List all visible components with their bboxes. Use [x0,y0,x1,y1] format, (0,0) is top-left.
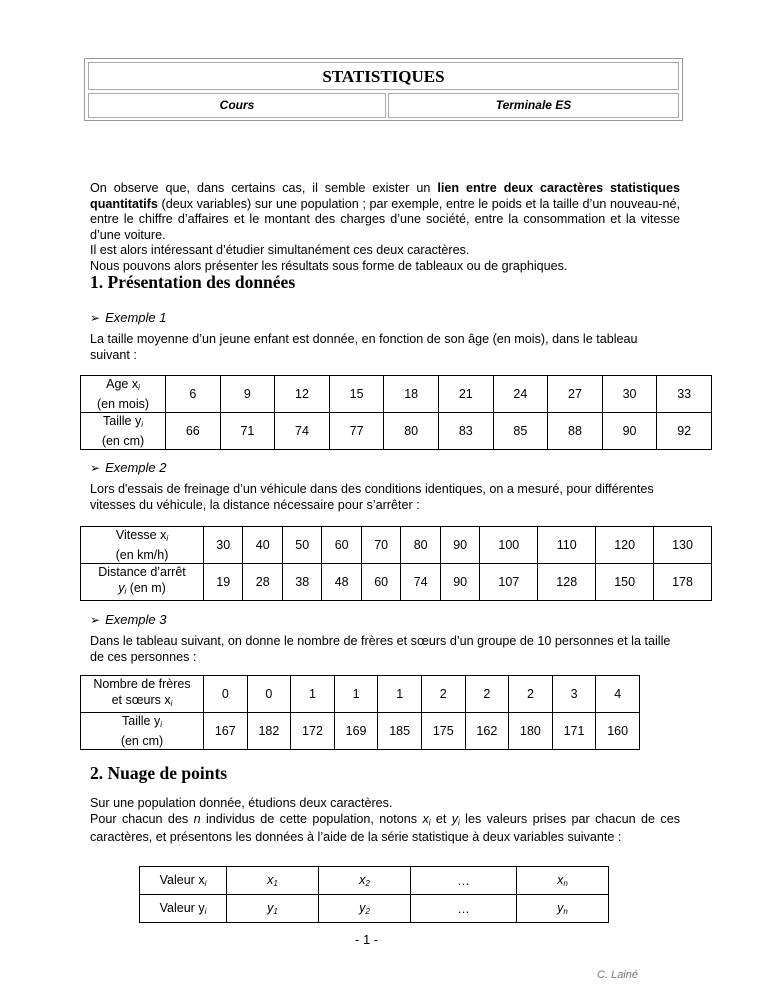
example-1-table [80,375,712,450]
table-cell: … [410,895,516,923]
table-cell: 80 [401,527,440,564]
table-row [81,376,712,413]
table-cell: 172 [291,713,335,750]
arrow-bullet-icon: ➢ [90,461,101,475]
example-2-heading: ➢ Exemple 2 [90,460,167,475]
table-cell: 18 [384,376,439,413]
table-row [81,527,712,564]
table-cell: 2 [465,676,509,713]
example-2-table [80,526,712,601]
table-cell: 185 [378,713,422,750]
table-row [81,676,640,713]
example-2-text: Lors d'essais de freinage d’un véhicule dans des conditions identiques, on a mesuré, pour différentes vitesses du véhicule, la distance nécessaire pour s’arrêter : [90,482,654,512]
table-cell: 175 [421,713,465,750]
table-cell: 110 [538,527,596,564]
intro-line-3: Nous pouvons alors présenter les résultats sous forme de tableaux ou de graphiques. [90,258,568,273]
table-cell: 24 [493,376,548,413]
table-cell: 0 [204,676,248,713]
table-cell: 130 [654,527,712,564]
header-course-label: Cours [88,93,386,118]
table-cell: 60 [322,527,361,564]
table-cell: $y_n$ [517,895,609,923]
table-row [81,413,712,450]
table-cell: 120 [596,527,654,564]
table-cell: 90 [440,564,479,601]
table-cell: 4 [596,676,640,713]
table-cell: 60 [361,564,400,601]
table-cell: 160 [596,713,640,750]
table-cell: 77 [329,413,384,450]
table-cell: $x_2$ [318,867,410,895]
table-cell: 6 [166,376,221,413]
table-cell: 80 [384,413,439,450]
example-1-text: La taille moyenne d’un jeune enfant est donnée, en fonction de son âge (en mois), dans le tableau suivant : [90,332,638,362]
table-cell: 0 [247,676,291,713]
intro-line-2: Il est alors intéressant d’étudier simultanément ces deux caractères. [90,243,470,258]
row-label: Nombre de frères et sœurs $x_i$ [81,676,204,713]
table-row [140,867,609,895]
table-row [140,895,609,923]
table-cell: 171 [552,713,596,750]
table-cell: 178 [654,564,712,601]
table-cell: 162 [465,713,509,750]
arrow-bullet-icon: ➢ [90,613,101,627]
table-cell: 2 [509,676,553,713]
table-cell: 1 [378,676,422,713]
table-cell: 19 [204,564,243,601]
table-cell: 167 [204,713,248,750]
row-label: Taille $y_i$ (en cm) [81,413,166,450]
row-label: Vitesse $x_i$ (en km/h) [81,527,204,564]
row-label: Taille $y_i$ (en cm) [81,713,204,750]
document-title: STATISTIQUES [88,62,679,90]
page-number: - 1 - [355,932,379,947]
header-level-label: Terminale ES [388,93,679,118]
table-cell: 92 [657,413,712,450]
row-label: Valeur $x_i$ [140,867,227,895]
table-cell: 88 [548,413,603,450]
table-cell: 30 [602,376,657,413]
table-cell: 128 [538,564,596,601]
table-cell: 50 [282,527,321,564]
table-cell: 70 [361,527,400,564]
table-cell: 180 [509,713,553,750]
table-cell: $x_n$ [517,867,609,895]
table-cell: 28 [243,564,282,601]
table-cell: 48 [322,564,361,601]
header-box [84,58,683,121]
example-3-text: Dans le tableau suivant, on donne le nombre de frères et sœurs d’un groupe de 10 personnes et la taille de ces personnes : [90,634,671,664]
table-cell: 1 [334,676,378,713]
row-label: Valeur $y_i$ [140,895,227,923]
table-cell: 74 [401,564,440,601]
table-cell: 9 [220,376,275,413]
table-cell: 33 [657,376,712,413]
table-cell: $x_1$ [227,867,319,895]
table-cell: … [410,867,516,895]
table-cell: 90 [602,413,657,450]
table-cell: 107 [480,564,538,601]
table-cell: 12 [275,376,330,413]
table-cell: 38 [282,564,321,601]
table-cell: 15 [329,376,384,413]
table-cell: 27 [548,376,603,413]
table-cell: 2 [421,676,465,713]
table-row [81,564,712,601]
arrow-bullet-icon: ➢ [90,311,101,325]
table-cell: 169 [334,713,378,750]
row-label: Distance d’arrêt $y_i$ (en m) [81,564,204,601]
generic-series-table [139,866,609,923]
intro-paragraph: On observe que, dans certains cas, il semble exister un lien entre deux caractères statistiques quantitatifs (deux variables) sur une population ; par exemple, entre le poids et la taille d’un nouveau-né, entre le chiffre d’affaires et le montant des charges d’une société, entre la consommation et la vitesse d’une voiture. Il est alors intéressant d’étudier simultanément ces deux caractères. Nous pouvons alors présenter les résultats sous forme de tableaux ou de graphiques. [90,181,681,273]
table-cell: $y_1$ [227,895,319,923]
section-1-heading: 1. Présentation des données [90,272,296,292]
table-cell: 74 [275,413,330,450]
table-cell: $y_2$ [318,895,410,923]
table-cell: 40 [243,527,282,564]
section-2-paragraph: Sur une population donnée, étudions deux caractères. Pour chacun des n individus de cette population, notons $x_i$ et $y_i$ les valeurs prises par chacun de ces caractères, et présentons les données à l’aide de la série statistique à deux variables suivante : [90,796,680,845]
example-1-heading: ➢ Exemple 1 [90,310,167,325]
table-cell: 1 [291,676,335,713]
table-cell: 90 [440,527,479,564]
table-cell: 30 [204,527,243,564]
table-cell: 100 [480,527,538,564]
section-2-heading: 2. Nuage de points [90,763,228,783]
table-cell: 66 [166,413,221,450]
table-cell: 182 [247,713,291,750]
author-name: C. Lainé [597,969,638,981]
table-cell: 150 [596,564,654,601]
row-label: Age $x_i$ (en mois) [81,376,166,413]
table-cell: 71 [220,413,275,450]
table-cell: 83 [438,413,493,450]
example-3-table [80,675,640,750]
example-3-heading: ➢ Exemple 3 [90,612,167,627]
table-cell: 3 [552,676,596,713]
table-cell: 85 [493,413,548,450]
table-row [81,713,640,750]
table-cell: 21 [438,376,493,413]
